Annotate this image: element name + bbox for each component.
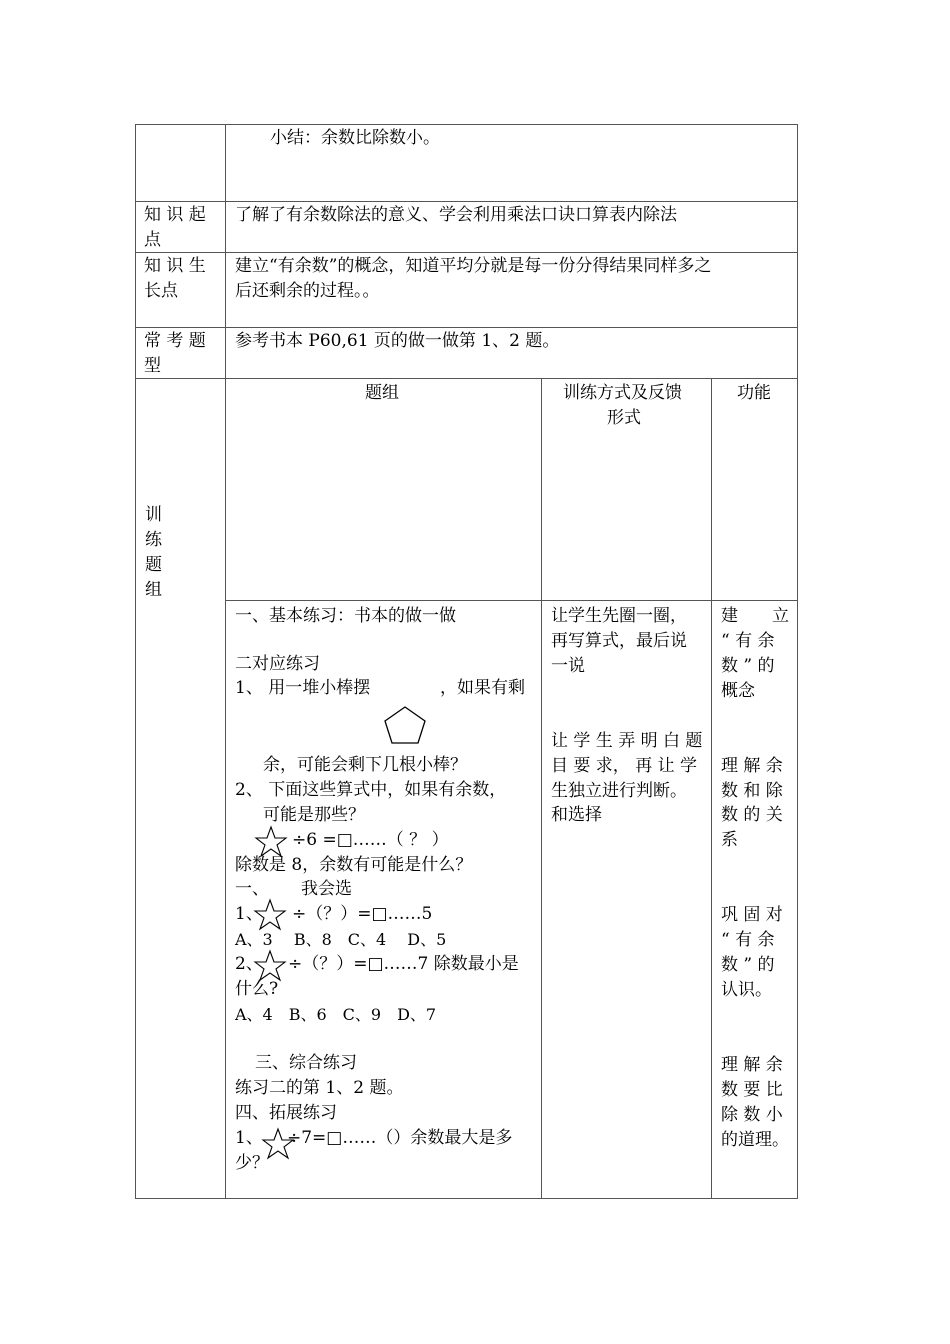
group-line: 除数是 8，余数有可能是什么？ [235,855,473,875]
function-line: 巩 固 对 [721,905,783,925]
method-line: 和选择 [551,805,602,825]
group-line: 余，可能会剩下几根小棒？ [263,755,467,775]
function-line: 建 立 [721,606,789,626]
function-line: 除 数 小 [721,1105,783,1125]
group-line: 1、 用一堆小棒摆 [235,678,371,698]
function-line: 认识。 [721,980,772,1000]
row-divider [135,378,798,379]
method-line: 生独立进行判断。 [551,781,687,801]
col-divider [711,378,712,1199]
method-line: 让 学 生 弄 明 白 题 [551,731,703,751]
function-line: 数 ” 的 [721,955,775,975]
knowledge-growth-label-line1: 知 识 生 [144,256,206,276]
header-method-line1: 训练方式及反馈 [563,383,682,403]
function-line: 概念 [721,681,755,701]
knowledge-start-label-line2: 点 [144,230,161,250]
knowledge-start-label-line1: 知 识 起 [144,205,206,225]
method-line: 目 要 求， 再 让 学 [551,756,698,776]
col-divider [541,378,542,1199]
common-types-label-line2: 型 [144,356,161,376]
knowledge-start-content: 了解了有余数除法的意义、学会利用乘法口诀口算表内除法 [235,205,677,225]
table-border-left [135,124,136,1199]
group-line: 二对应练习 [235,654,320,674]
function-line: “ 有 余 [721,631,775,651]
group-line: A、4 B、6 C、9 D、7 [235,1005,437,1024]
training-label-char: 题 [145,555,162,575]
function-line: 理 解 余 [721,1055,783,1075]
training-label-char: 练 [145,530,162,550]
group-line: 1、 [235,1128,263,1148]
function-line: 数 ” 的 [721,656,775,676]
method-line: 再写算式，最后说 [551,631,687,651]
group-line: ÷6 =□……（ ？ ） [292,830,449,850]
function-line: 数 要 比 [721,1080,783,1100]
col-divider [225,124,226,1199]
function-line: 数 的 关 [721,805,783,825]
header-group: 题组 [365,383,399,403]
row-divider [225,600,798,601]
method-line: 让学生先圈一圈， [551,606,687,626]
training-label-char: 训 [145,505,162,525]
group-line: ÷（？）=□……5 [292,904,433,924]
group-line: 2、 下面这些算式中，如果有余数， [235,780,507,800]
table-border-bottom [135,1198,798,1199]
summary-text: 小结：余数比除数小。 [270,128,440,148]
row-divider [135,201,798,202]
group-line: A、3 B、8 C、4 D、5 [235,930,447,949]
group-line: ，如果有剩 [440,678,525,698]
knowledge-growth-content-line1: 建立“有余数”的概念，知道平均分就是每一份分得结果同样多之 [235,256,712,276]
group-line: 一、 [235,879,269,899]
function-line: 的道理。 [721,1130,789,1150]
group-line: 可能是那些？ [263,805,365,825]
header-function: 功能 [737,383,771,403]
knowledge-growth-label-line2: 长点 [144,281,178,301]
function-line: 理 解 余 [721,756,783,776]
training-label-char: 组 [145,580,162,600]
function-line: 系 [721,830,738,850]
group-line: 2、 [235,954,263,974]
group-line: 练习二的第 1、2 题。 [235,1078,404,1098]
group-line: 我会选 [301,879,352,899]
group-line: 1、 [235,904,263,924]
pentagon-icon [382,704,428,746]
group-line: 什么? [235,979,279,999]
table-border-top [135,124,798,125]
row-divider [135,252,798,253]
common-types-content: 参考书本 P60,61 页的做一做第 1、2 题。 [235,331,560,351]
method-line: 一说 [551,656,585,676]
header-method-line2: 形式 [607,408,641,428]
group-line: ÷7=□……（）余数最大是多 [287,1128,513,1148]
function-line: “ 有 余 [721,930,775,950]
table-border-right [797,124,798,1199]
knowledge-growth-content-line2: 后还剩余的过程。。 [235,281,380,301]
group-line: 一、基本练习：书本的做一做 [235,606,456,626]
group-line: ÷（？）=□……7 除数最小是 [288,954,519,974]
function-line: 数 和 除 [721,781,783,801]
group-line: 少？ [235,1153,269,1173]
row-divider [135,327,798,328]
group-line: 四、拓展练习 [235,1103,337,1123]
common-types-label-line1: 常 考 题 [144,331,206,351]
group-line: 三、综合练习 [255,1053,357,1073]
